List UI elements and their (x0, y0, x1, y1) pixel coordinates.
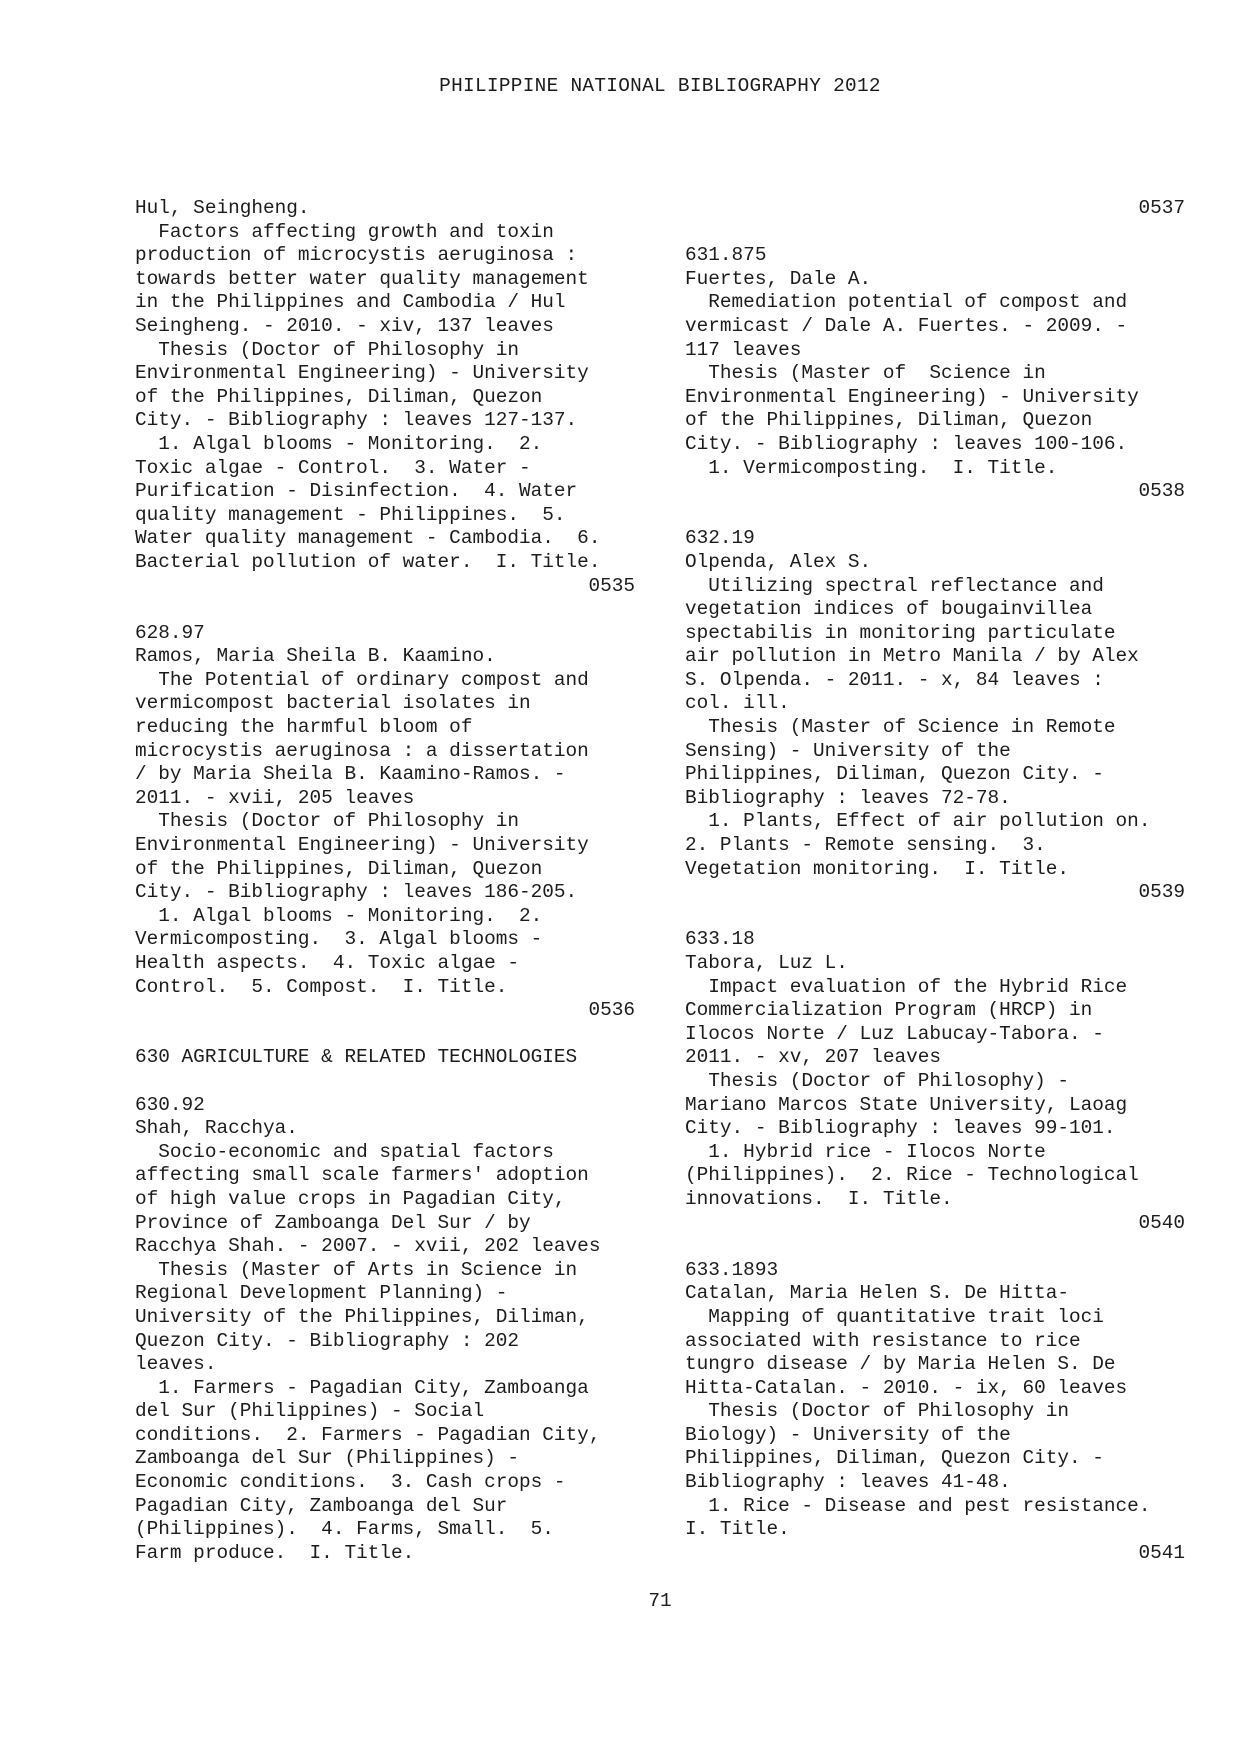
text-line: 633.1893 (685, 1258, 779, 1281)
text-line: Mapping of quantitative trait loci (685, 1305, 1104, 1328)
text-line: innovations. I. Title. (685, 1187, 953, 1210)
text-line: Purification - Disinfection. 4. Water (135, 480, 578, 503)
text-line: associated with resistance to rice (685, 1329, 1081, 1352)
text-line: Thesis (Master of Science in (685, 362, 1046, 385)
text-line: of high value crops in Pagadian City, (135, 1187, 566, 1210)
text-line: (Philippines). 2. Rice - Technological (685, 1164, 1139, 1187)
text-line: leaves. (135, 1353, 217, 1376)
text-line: Hul, Seingheng. (135, 197, 310, 219)
text-line: Province of Zamboanga Del Sur / by (135, 1211, 531, 1234)
text-line: 2. Plants - Remote sensing. 3. (685, 834, 1046, 857)
text-line: 1. Hybrid rice - Ilocos Norte (685, 1140, 1046, 1163)
text-line: Ilocos Norte / Luz Labucay-Tabora. - (685, 1022, 1104, 1045)
text-line: Seingheng. - 2010. - xiv, 137 leaves (135, 314, 554, 337)
text-line: The Potential of ordinary compost and (135, 668, 589, 691)
text-line: conditions. 2. Farmers - Pagadian City, (135, 1423, 601, 1446)
text-line: Thesis (Doctor of Philosophy in (685, 1400, 1069, 1423)
blank-line (135, 1070, 635, 1094)
text-line: Environmental Engineering) - University (135, 362, 589, 385)
page-number: 71 (648, 1590, 672, 1612)
text-line: Racchya Shah. - 2007. - xvii, 202 leaves (135, 1235, 601, 1258)
left-column (135, 197, 635, 1565)
text-line: Regional Development Planning) - (135, 1282, 508, 1305)
text-line: Thesis (Master of Science in Remote (685, 716, 1116, 739)
text-line: Thesis (Doctor of Philosophy in (135, 338, 519, 361)
text-line: of the Philippines, Diliman, Quezon (135, 385, 543, 408)
text-line: reducing the harmful bloom of (135, 716, 473, 739)
text-line: City. - Bibliography : leaves 186-205. (135, 881, 578, 904)
text-line: 117 leaves (685, 338, 802, 361)
text-line: 1. Vermicomposting. I. Title. (685, 456, 1058, 479)
entry-number: 0541 (1138, 1541, 1185, 1564)
text-line: Ramos, Maria Sheila B. Kaamino. (135, 645, 496, 668)
blank-line (685, 905, 1185, 929)
text-line: of the Philippines, Diliman, Quezon (685, 409, 1093, 432)
text-line: Water quality management - Cambodia. 6. (135, 527, 601, 550)
text-line: in the Philippines and Cambodia / Hul (135, 291, 566, 314)
text-line: 2011. - xv, 207 leaves (685, 1046, 941, 1069)
text-line: Vermicomposting. 3. Algal blooms - (135, 928, 543, 951)
text-line: Commercialization Program (HRCP) in (685, 999, 1093, 1022)
text-line: / by Maria Sheila B. Kaamino-Ramos. - (135, 763, 566, 786)
text-line: 1. Farmers - Pagadian City, Zamboanga (135, 1376, 589, 1399)
entry-number: 0537 (1138, 197, 1185, 219)
text-line: Biology) - University of the (685, 1423, 1011, 1446)
text-line: 631.875 (685, 244, 767, 267)
page-header: PHILIPPINE NATIONAL BIBLIOGRAPHY 2012 (439, 75, 881, 97)
entry-number: 0536 (588, 999, 635, 1022)
text-line: Quezon City. - Bibliography : 202 (135, 1329, 519, 1352)
text-line: col. ill. (685, 692, 790, 715)
text-line: affecting small scale farmers' adoption (135, 1164, 589, 1187)
text-line: Shah, Racchya. (135, 1117, 298, 1140)
text-line: S. Olpenda. - 2011. - x, 84 leaves : (685, 668, 1104, 691)
text-line: 2011. - xvii, 205 leaves (135, 786, 415, 809)
blank-line (685, 221, 1185, 245)
text-line: 630.92 (135, 1093, 205, 1116)
blank-line (135, 1023, 635, 1047)
text-line: (Philippines). 4. Farms, Small. 5. (135, 1518, 554, 1541)
text-line: 1. Plants, Effect of air pollution on. (685, 810, 1151, 833)
text-line: City. - Bibliography : leaves 100-106. (685, 432, 1128, 455)
blank-line (685, 504, 1185, 528)
text-line: 628.97 (135, 621, 205, 644)
text-line: Olpenda, Alex S. (685, 550, 872, 573)
text-line: del Sur (Philippines) - Social (135, 1400, 485, 1423)
entry-number: 0535 (588, 574, 635, 597)
text-line: Utilizing spectral reflectance and (685, 574, 1104, 597)
text-line: Bacterial pollution of water. I. Title. (135, 550, 601, 573)
text-line: Fuertes, Dale A. (685, 267, 872, 290)
text-line: 632.19 (685, 527, 755, 550)
text-line: air pollution in Metro Manila / by Alex (685, 645, 1139, 668)
text-line: Hitta-Catalan. - 2010. - ix, 60 leaves (685, 1376, 1128, 1399)
text-line: 1. Rice - Disease and pest resistance. (685, 1494, 1151, 1517)
text-line: 1. Algal blooms - Monitoring. 2. (135, 432, 543, 455)
entry-number: 0540 (1138, 1211, 1185, 1234)
text-line: Farm produce. I. Title. (135, 1541, 415, 1564)
text-line: Philippines, Diliman, Quezon City. - (685, 763, 1104, 786)
text-line: Impact evaluation of the Hybrid Rice (685, 975, 1128, 998)
text-line: Mariano Marcos State University, Laoag (685, 1093, 1128, 1116)
text-line: Factors affecting growth and toxin (135, 220, 554, 243)
text-line: 630 AGRICULTURE & RELATED TECHNOLOGIES (135, 1046, 578, 1069)
text-line: 633.18 (685, 928, 755, 951)
text-line: Zamboanga del Sur (Philippines) - (135, 1447, 519, 1470)
text-line: Philippines, Diliman, Quezon City. - (685, 1447, 1104, 1470)
text-line: Health aspects. 4. Toxic algae - (135, 952, 519, 974)
text-line: Environmental Engineering) - University (135, 834, 589, 857)
text-line: 1. Algal blooms - Monitoring. 2. (135, 904, 543, 927)
text-line: City. - Bibliography : leaves 99-101. (685, 1117, 1116, 1140)
text-line: Pagadian City, Zamboanga del Sur (135, 1494, 508, 1517)
text-line: I. Title. (685, 1518, 790, 1541)
text-line: Bibliography : leaves 72-78. (685, 786, 1011, 809)
text-line: quality management - Philippines. 5. (135, 503, 566, 526)
text-line: Socio-economic and spatial factors (135, 1140, 554, 1163)
text-line: vermicompost bacterial isolates in (135, 692, 531, 715)
text-line: Economic conditions. 3. Cash crops - (135, 1471, 566, 1494)
entry-number: 0539 (1138, 881, 1185, 904)
text-line: vegetation indices of bougainvillea (685, 598, 1093, 621)
text-line: Remediation potential of compost and (685, 291, 1128, 314)
text-line: microcystis aeruginosa : a dissertation (135, 739, 589, 762)
blank-line (135, 598, 635, 622)
text-line: Tabora, Luz L. (685, 952, 848, 974)
blank-line (685, 1235, 1185, 1259)
text-line: tungro disease / by Maria Helen S. De (685, 1353, 1116, 1376)
text-line: Environmental Engineering) - University (685, 385, 1139, 408)
text-line: University of the Philippines, Diliman, (135, 1305, 589, 1328)
text-line: Thesis (Doctor of Philosophy in (135, 810, 519, 833)
text-line: spectabilis in monitoring particulate (685, 621, 1116, 644)
right-column (685, 197, 1185, 1565)
text-line: Sensing) - University of the (685, 739, 1011, 762)
text-line: Toxic algae - Control. 3. Water - (135, 456, 531, 479)
text-line: Catalan, Maria Helen S. De Hitta- (685, 1282, 1069, 1305)
text-line: of the Philippines, Diliman, Quezon (135, 857, 543, 880)
text-line: Bibliography : leaves 41-48. (685, 1471, 1011, 1494)
text-line: towards better water quality management (135, 267, 589, 290)
text-line: Vegetation monitoring. I. Title. (685, 857, 1069, 880)
text-line: Thesis (Doctor of Philosophy) - (685, 1069, 1069, 1092)
text-line: production of microcystis aeruginosa : (135, 244, 578, 267)
text-line: Control. 5. Compost. I. Title. (135, 975, 508, 998)
text-line: vermicast / Dale A. Fuertes. - 2009. - (685, 314, 1128, 337)
entry-number: 0538 (1138, 480, 1185, 503)
text-line: Thesis (Master of Arts in Science in (135, 1258, 578, 1281)
text-line: City. - Bibliography : leaves 127-137. (135, 409, 578, 432)
